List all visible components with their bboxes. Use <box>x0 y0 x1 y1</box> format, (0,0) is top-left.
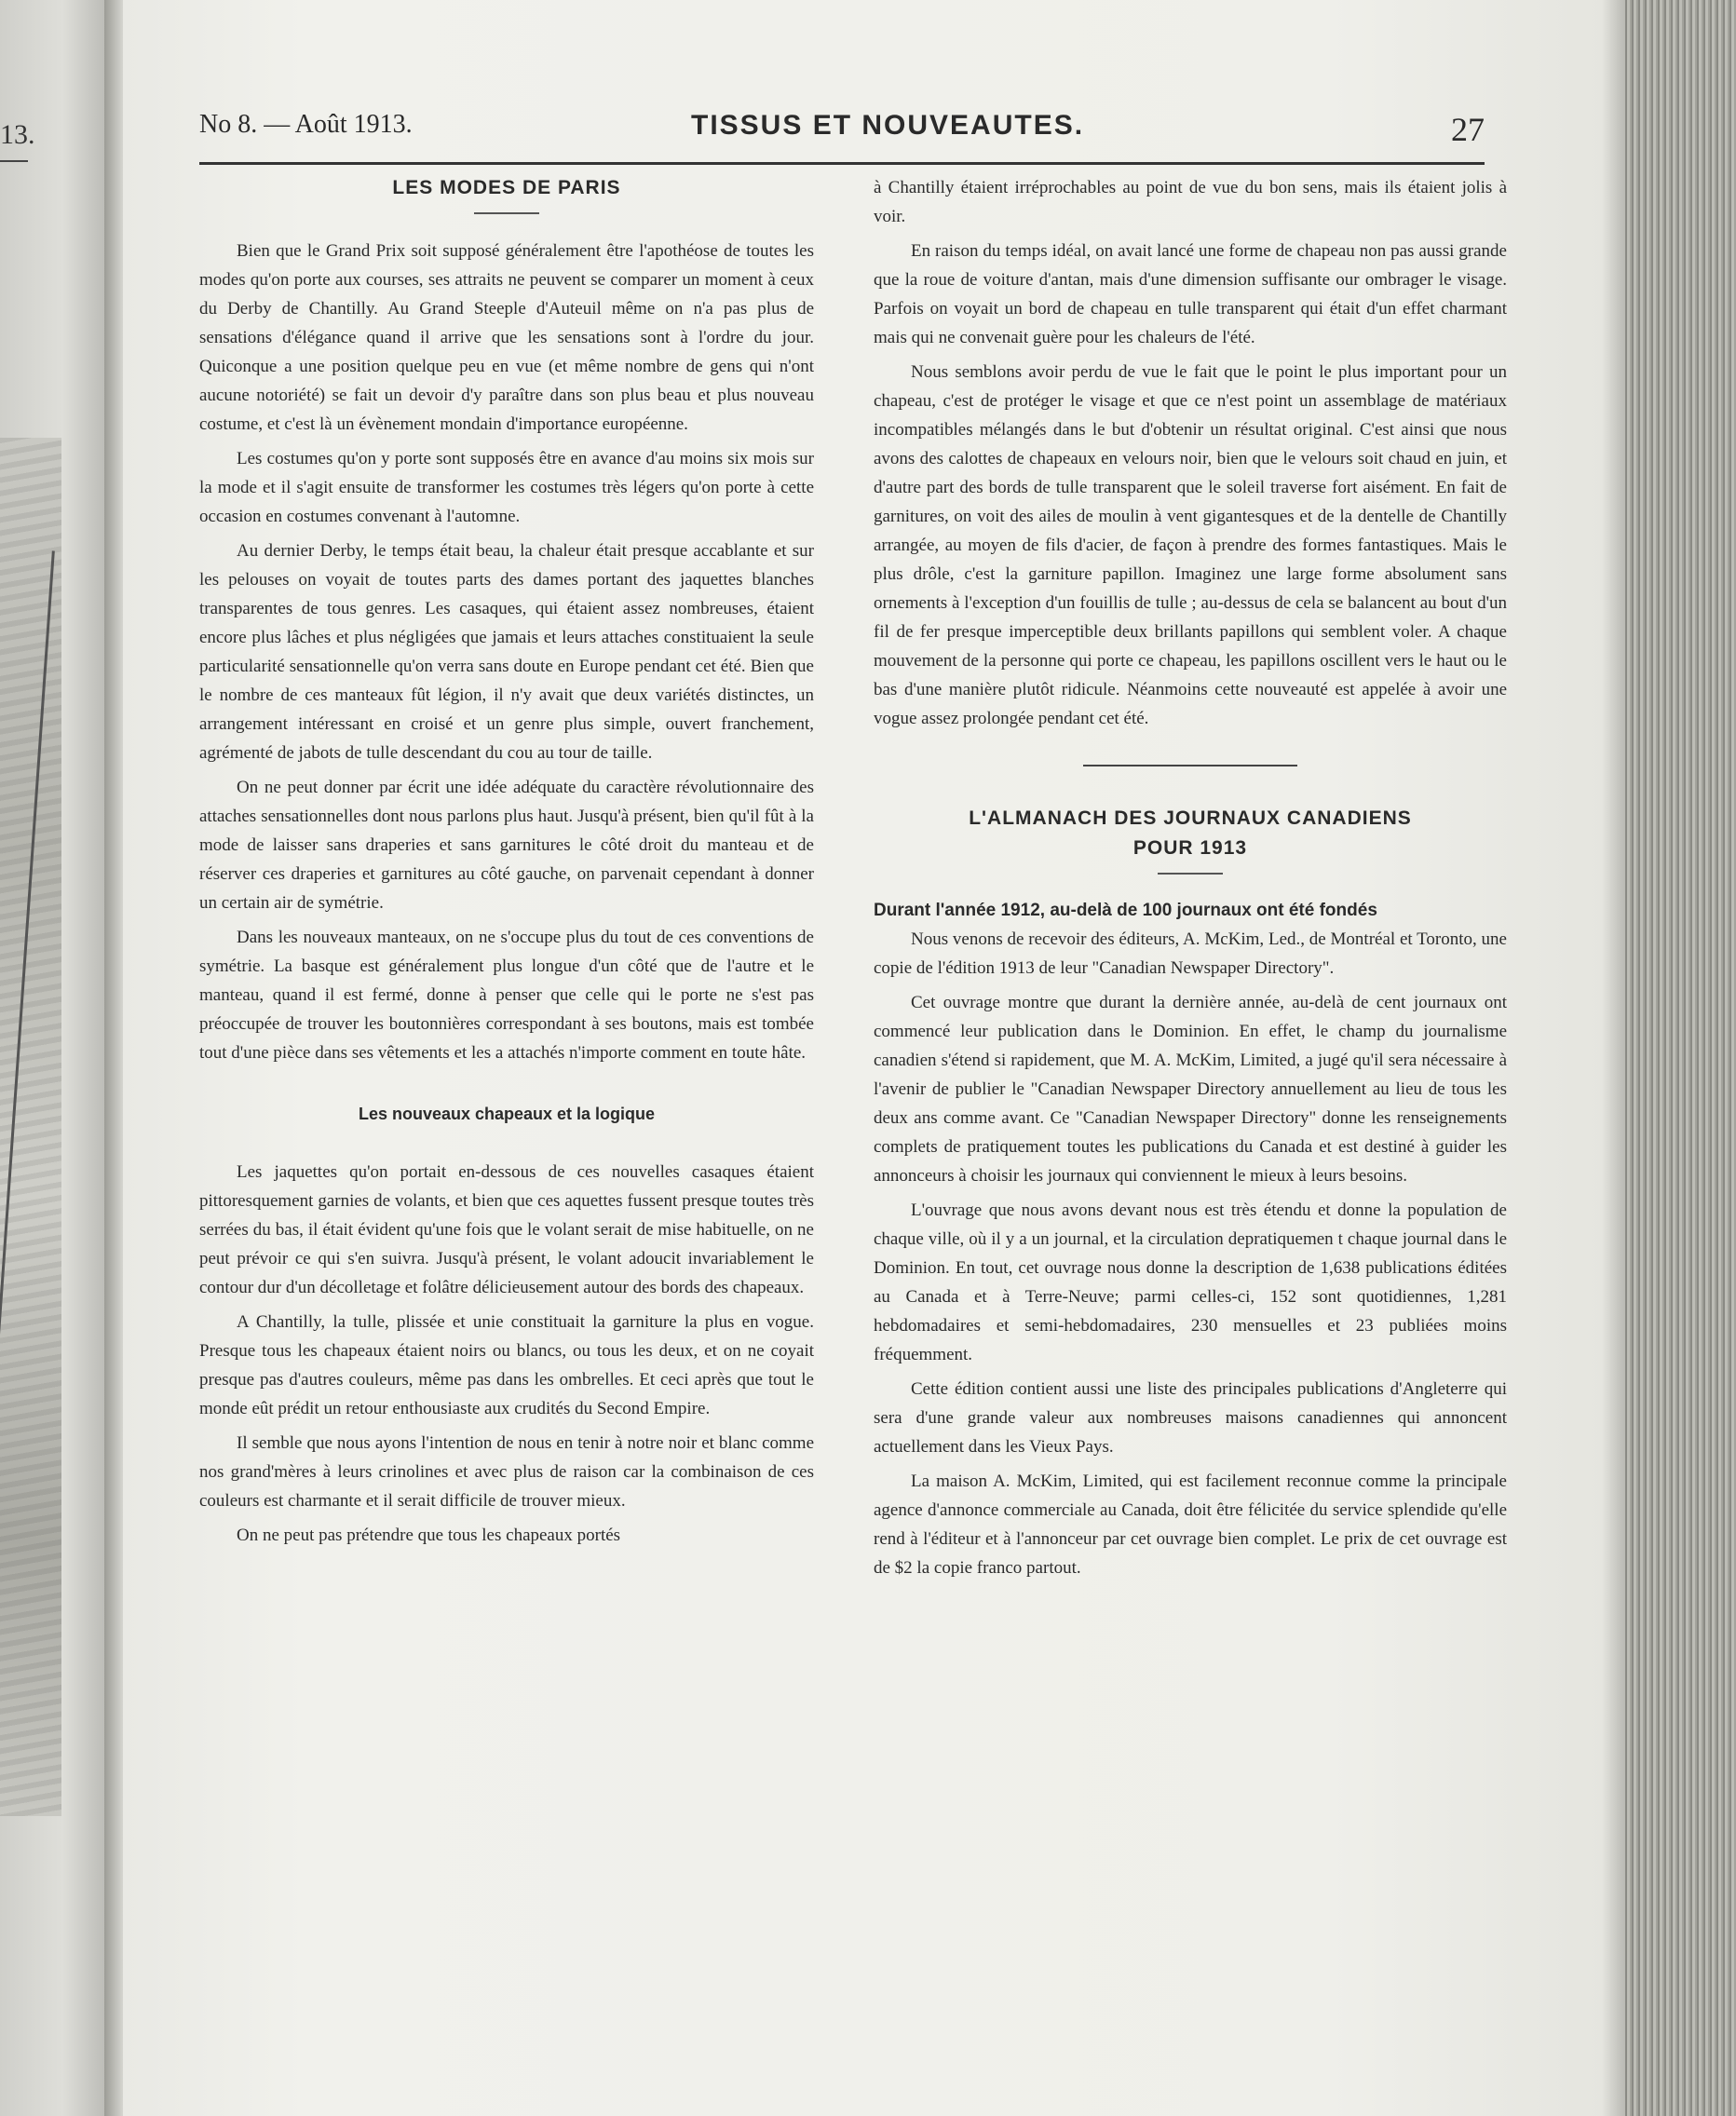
article-title-line-2: POUR 1913 <box>1132 837 1248 859</box>
facing-page-illustration <box>0 438 61 1816</box>
article-lead: Durant l'année 1912, au-delà de 100 journaux ont été fondés <box>874 901 1377 920</box>
paragraph: Au dernier Derby, le temps était beau, la chaleur était presque accablante et sur les pelouses on voyait de toutes parts des dames portant des jaquettes blanches transparentes de tous genres. Les casaques, qui étaient assez nombreuses, étaient encore plus lâches et plus négligées que jamais et leurs attaches constituaient la seule particularité sensationnelle qu'on verra sans doute en Europe pendant cet été. Bien que le nombre de ces manteaux fût légion, il n'y avait que deux variétés distinctes, un arrangement intéressant en croisé et un genre plus simple, ouvert franchement, agrémenté de jabots de tulle descendant du cou au tour de taille. <box>199 541 814 763</box>
paragraph: Les costumes qu'on y porte sont supposés être en avance d'au moins six mois sur la mode et il s'agit ensuite de transformer les costumes très légers qu'on porte à cette occasion en costumes convenant à l'automne. <box>199 449 814 526</box>
facing-page-rule <box>0 160 28 162</box>
right-column <box>874 173 1507 1588</box>
paragraph: à Chantilly étaient irréprochables au point de vue du bon sens, mais ils étaient jolis à voir. <box>874 178 1507 226</box>
paragraph: Nous semblons avoir perdu de vue le fait que le point le plus important pour un chapeau, c'est de protéger le visage et que ce n'est point un assemblage de matériaux incompatibles mélangés dans le but d'obtenir un résultat original. C'est ainsi que nous avons des calottes de chapeaux en velours noir, bien que le velours soit chaud en juin, et d'autre part des bords de tulle transparent que le soleil traverse fort aisément. En fait de garnitures, on voit des ailes de moulin à vent gigantesques et de la dentelle de Chantilly arrangée, au moyen de fils d'acier, de façon à prendre des formes fantastiques. Mais le plus drôle, c'est la garniture papillon. Imaginez une large forme absolument sans ornements à l'exception d'un fouillis de tulle ; au-dessus de cela se balancent au bout d'un fil de fer presque imperceptible deux brillants papillons qui semblent voler. A chaque mouvement de la personne qui porte ce chapeau, les papillons oscillent vers le haut ou le bas d'une manière plutôt ridicule. Néanmoins cette nouveauté est appelée à avoir une vogue assez prolongée pendant cet été. <box>874 362 1507 728</box>
book-page-stack-edge <box>1625 0 1736 2116</box>
journal-title: TISSUS ET NOUVEAUTES. <box>691 110 1085 141</box>
paragraph: Nous venons de recevoir des éditeurs, A. McKim, Led., de Montréal et Toronto, une copie de l'édition 1913 de leur "Canadian Newspaper Directory". <box>874 929 1507 978</box>
paragraph: Cette édition contient aussi une liste des principales publications d'Angleterre qui sera d'une grande valeur aux nombreuses maisons canadiennes qui annoncent actuellement dans les Vieux Pays. <box>874 1379 1507 1457</box>
facing-page-edge <box>0 0 104 2116</box>
subheading: Les nouveaux chapeaux et la logique <box>358 1105 656 1123</box>
paragraph: L'ouvrage que nous avons devant nous est très étendu et donne la population de chaque ville, où il y a un journal, et la circulation depratiquemen t chaque journal dans le Dominion. En tout, cet ouvrage nous donne la description de 1,638 publications éditées au Canada et à Terre-Neuve; parmi celles-ci, 152 sont quotidiennes, 1,281 hebdomadaires et semi-hebdomadaires, 230 mensuelles et 23 publiées moins fréquemment. <box>874 1200 1507 1364</box>
paragraph: En raison du temps idéal, on avait lancé une forme de chapeau non pas aussi grande que la roue de voiture d'antan, mais d'une dimension suffisante our ombrager le visage. Parfois on voyait un bord de chapeau en tulle transparent qui était d'un effet charmant mais qui ne convenait guère pour les chaleurs de l'été. <box>874 241 1507 347</box>
paragraph: Bien que le Grand Prix soit supposé généralement être l'apothéose de toutes les modes qu'on porte aux courses, ses attraits ne peuvent se comparer un moment à ceux du Derby de Chantilly. Au Grand Steeple d'Auteuil même on n'a pas plus de sensations d'élégance quand il arrive que les sensations sont à l'ordre du jour. Quiconque a une position quelque peu en vue (et même nombre de gens qui n'ont aucune notoriété) se fait un devoir d'y paraître dans son plus beau et plus nouveau costume, et c'est là un évènement mondain d'importance européenne. <box>199 241 814 434</box>
paragraph: Il semble que nous ayons l'intention de nous en tenir à notre noir et blanc comme nos grand'mères à leurs crinolines et avec plus de raison car la combinaison de ces couleurs est charmante et il serait difficile de trouver mieux. <box>199 1433 814 1511</box>
paragraph: Cet ouvrage montre que durant la dernière année, au-delà de cent journaux ont commencé leur publication dans le Dominion. En effet, le champ du journalisme canadien s'étend si rapidement, que M. A. McKim, Limited, a jugé qu'il sera nécessaire à l'avenir de publier le "Canadian Newspaper Directory annuellement au lieu de tous les deux ans comme avant. Ce "Canadian Newspaper Directory" donne les renseignements complets de pratiquement toutes les publications du Canada et est destiné à guider les annonceurs à choisir les journaux qui conviennent le mieux à leurs besoins. <box>874 993 1507 1186</box>
left-column <box>199 173 814 1555</box>
header-rule <box>199 162 1485 165</box>
issue-date: No 8. — Août 1913. <box>199 110 413 139</box>
paragraph: La maison A. McKim, Limited, qui est facilement reconnue comme la principale agence d'annonce commerciale au Canada, doit être félicitée du service splendide qu'elle rend à l'éditeur et à l'annonceur par cet ouvrage bien complet. Le prix de cet ouvrage est de $2 la copie franco partout. <box>874 1472 1507 1578</box>
article-title: LES MODES DE PARIS <box>392 177 621 198</box>
section-separator <box>1083 765 1297 766</box>
paragraph: On ne peut pas prétendre que tous les chapeaux portés <box>237 1526 621 1545</box>
facing-page-text-fragment: 13. <box>0 119 35 150</box>
title-rule <box>1158 873 1223 875</box>
paragraph: Les jaquettes qu'on portait en-dessous de ces nouvelles casaques étaient pittoresquement garnies de volants, et bien que ces aquettes fussent presque toutes très serrées du bas, il était évident qu'une fois que le volant serait de mise habituelle, on ne peut prévoir ce qui s'en suivra. Jusqu'à présent, le volant adoucit invariablement le contour dur d'un décolletage et folâtre délicieusement autour des bords des chapeaux. <box>199 1162 814 1297</box>
paragraph: Dans les nouveaux manteaux, on ne s'occupe plus du tout de ces conventions de symétrie. La basque est généralement plus longue d'un côté que de l'autre et le manteau, quand il est fermé, donne à penser que celle qui le porte ne s'est pas préoccupée de trouver les boutonnières correspondant à ses boutons, mais est tombée tout d'une pièce dans ses vêtements et les a attachés n'importe comment en toute hâte. <box>199 928 814 1063</box>
running-header <box>199 110 1485 166</box>
paragraph: A Chantilly, la tulle, plissée et unie constituait la garniture la plus en vogue. Presque tous les chapeaux étaient noirs ou blancs, ou tous les deux, et on ne coyait presque pas d'autres couleurs, même pas dans les ombrelles. Et ceci après que tout le monde eût prédit un retour enthousiaste aux crudités du Second Empire. <box>199 1312 814 1418</box>
title-rule <box>474 212 539 214</box>
page-number: 27 <box>1451 111 1485 148</box>
article-title: L'ALMANACH DES JOURNAUX CANADIENS <box>969 807 1412 829</box>
paragraph: On ne peut donner par écrit une idée adéquate du caractère révolutionnaire des attaches sensationnelles dont nous parlons plus haut. Jusqu'à présent, bien qu'il fût à la mode de laisser sans draperies et sans garnitures le côté droit du manteau et de réserver ces draperies et garnitures au côté gauche, on parvenait cependant à donner un certain air de symétrie. <box>199 778 814 913</box>
